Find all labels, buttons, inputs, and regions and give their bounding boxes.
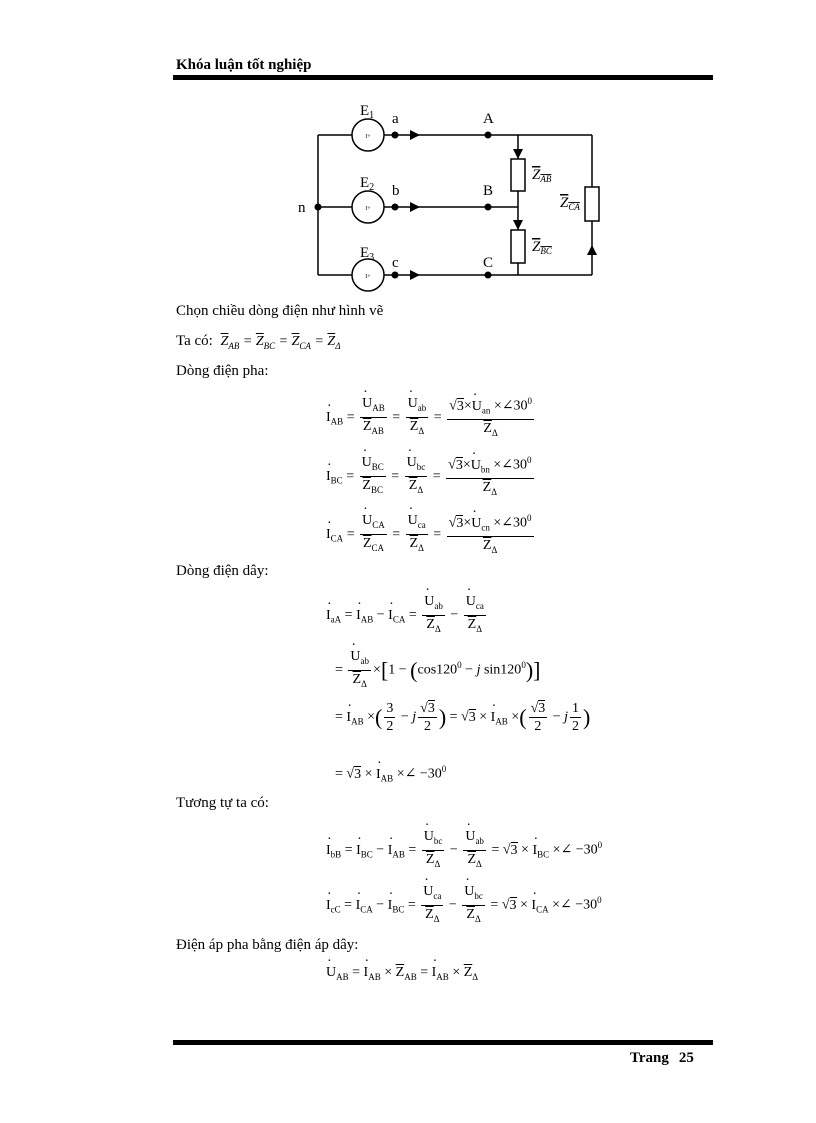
label-z-bc: $Z_{BC}$ [532, 239, 552, 256]
equation-i-cc: · $I_{cC}$ = · $I_{CA}$ − · $I_{BC}$ = · $\frac{U_{ca}}{\overline{Z}_\Delta}$ − · $\frac{U_{bc}}{\overline{Z}_\Delta}$ = √3 × · $I_{CA}$ ×∠ $-30^0$ [326, 883, 602, 928]
label-z-ca: $Z_{CA}$ [560, 195, 580, 212]
page-number: 25 [678, 1050, 694, 1066]
source-label-e2: $E_2$ [360, 175, 375, 193]
node-A: A [483, 111, 494, 127]
equation-i-aa-step2: = · $\frac{U_{ab}}{\overline{Z}_\Delta}$ $\times[1 - (\cos 120^0 - j$ $\sin 120^0$)] [335, 648, 540, 693]
node-B: B [483, 183, 494, 199]
equation-i-aa-step3: = · $I_{AB}$ ×( $\frac{3}{2}$ − j $\frac{√3}{2}$ ) = √3 × · $I_{AB}$ ×( $\frac{√3}{2}$ − j $\frac{1}{2}$ ) [335, 700, 590, 735]
impedance-ab [511, 159, 525, 191]
equation-i-aa: · $I_{aA}$ = · $I_{AB}$ − · $I_{CA}$ = · $\frac{U_{ab}}{\overline{Z}_\Delta}$ − · $\frac{U_{ca}}{\overline{Z}_\Delta}$ [326, 593, 488, 638]
svg-text:I+: I+ [365, 206, 371, 212]
footer-rule [173, 1040, 713, 1045]
footer-label: Trang [630, 1050, 669, 1066]
page-header-title: Khóa luận tốt nghiệp [176, 57, 312, 73]
text-voltage-equal: Điện áp pha bằng điện áp dây: [176, 937, 359, 953]
equation-i-aa-step4: = √3 × · $I_{AB}$ ×∠ $-30^0$ [335, 764, 446, 783]
equation-i-ca: · $I_{CA}$ = · $\frac{U_{CA}}{\overline{Z}_{CA}}$ = · $\frac{U_{ca}}{\overline{Z}_\Delta}$ = $\frac{√3\times\cdot U_{cn} \times\angle 30^0}{\overline{Z}_\Delta}$ [326, 510, 536, 559]
label-z-ab: $Z_{AB}$ [532, 167, 552, 184]
text-similarly: Tương tự ta có: [176, 795, 269, 811]
svg-text:I+: I+ [365, 134, 371, 140]
text-choose-direction: Chọn chiều dòng điện như hình vẽ [176, 303, 384, 319]
page-footer [630, 1050, 694, 1067]
equation-i-ab: · $I_{AB}$ = · $\frac{U_{AB}}{\overline{Z}_{AB}}$ = · $\frac{U_{ab}}{\overline{Z}_\Delta}$ = $\frac{√3\times\cdot U_{an} \times\angle 30^0}{\overline{Z}_\Delta}$ [326, 393, 536, 442]
node-a: a [392, 111, 399, 127]
text-phase-current: Dòng điện pha: [176, 363, 269, 379]
node-n: n [298, 200, 306, 216]
text-ta-co [176, 333, 340, 351]
equation-impedances: $\overline{Z}_{AB} = \overline{Z}_{BC} = \overline{Z}_{CA} = \overline{Z}_\Delta$ [220, 334, 341, 351]
equation-i-bc: · $I_{BC}$ = · $\frac{U_{BC}}{\overline{Z}_{BC}}$ = · $\frac{U_{bc}}{\overline{Z}_\Delta}$ = $\frac{√3\times\cdot U_{bn} \times\angle 30^0}{\overline{Z}_\Delta}$ [326, 452, 536, 501]
impedance-ca [585, 187, 599, 221]
source-label-e1: $E_1$ [360, 103, 375, 121]
node-c: c [392, 255, 399, 271]
circuit-diagram [290, 95, 620, 295]
text-line-current: Dòng điện dây: [176, 563, 269, 579]
svg-text:I+: I+ [365, 274, 371, 280]
node-C: C [483, 255, 494, 271]
ta-co-label: Ta có: [176, 333, 213, 349]
node-b: b [392, 183, 400, 199]
header-rule [173, 75, 713, 80]
equation-i-bb: · $I_{bB}$ = · $I_{BC}$ − · $I_{AB}$ = · $\frac{U_{bc}}{\overline{Z}_\Delta}$ − · $\frac{U_{ab}}{\overline{Z}_\Delta}$ = √3 × · $I_{BC}$ ×∠ $-30^0$ [326, 828, 602, 873]
equation-u-ab: · $U_{AB}$ = · $I_{AB} \times \overline{Z}_{AB}$ = · $I_{AB} \times \overline{Z}_\Delta$ [326, 965, 478, 982]
source-label-e3: $E_3$ [360, 245, 375, 263]
impedance-bc [511, 230, 525, 263]
